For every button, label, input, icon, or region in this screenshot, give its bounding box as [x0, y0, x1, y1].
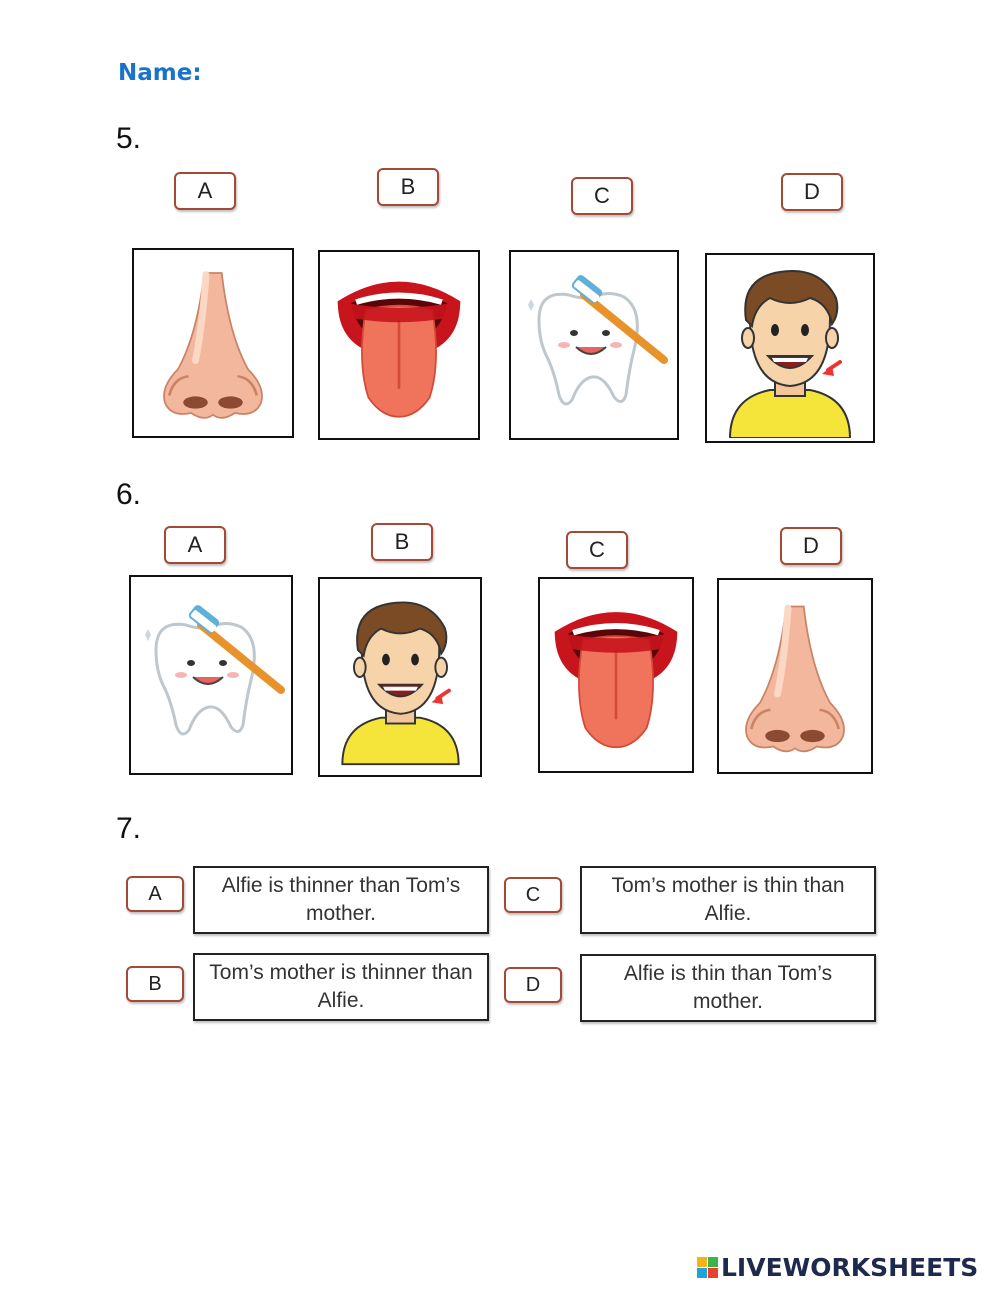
- q6-option-c-card[interactable]: [538, 577, 694, 773]
- question-6-number: 6.: [116, 478, 142, 511]
- logo-mark-icon: [697, 1257, 718, 1278]
- q7-option-b-text[interactable]: Tom’s mother is thinner than Alfie.: [193, 953, 489, 1021]
- q7-option-a-text[interactable]: Alfie is thinner than Tom’s mother.: [193, 866, 489, 934]
- q5-option-a-card[interactable]: [132, 248, 294, 438]
- q6-option-a-label[interactable]: A: [164, 526, 226, 564]
- nose-icon: [725, 594, 865, 759]
- q5-option-a-label[interactable]: A: [174, 172, 236, 210]
- liveworksheets-logo: [697, 1253, 978, 1282]
- q6-option-d-label[interactable]: D: [780, 527, 842, 565]
- q7-option-c-label[interactable]: C: [504, 877, 562, 913]
- boy-icon: [323, 587, 478, 767]
- q5-option-b-label[interactable]: B: [377, 168, 439, 206]
- q7-option-a-label[interactable]: A: [126, 876, 184, 912]
- q7-option-d-label[interactable]: D: [504, 967, 562, 1003]
- tongue-icon: [329, 265, 469, 425]
- q7-option-b-label[interactable]: B: [126, 966, 184, 1002]
- tooth-icon: [131, 605, 291, 745]
- q5-option-c-label[interactable]: C: [571, 177, 633, 215]
- q5-option-d-label[interactable]: D: [781, 173, 843, 211]
- tongue-icon: [546, 593, 686, 758]
- q6-option-c-label[interactable]: C: [566, 531, 628, 569]
- question-5-number: 5.: [116, 122, 142, 155]
- q6-option-b-card[interactable]: [318, 577, 482, 777]
- nose-icon: [143, 263, 283, 423]
- q6-option-b-label[interactable]: B: [371, 523, 433, 561]
- brand-name: LIVEWORKSHEETS: [721, 1253, 979, 1282]
- name-label: Name:: [118, 60, 202, 86]
- q5-option-c-card[interactable]: [509, 250, 679, 440]
- q5-option-b-card[interactable]: [318, 250, 480, 440]
- q5-option-d-card[interactable]: [705, 253, 875, 443]
- question-7-number: 7.: [116, 812, 142, 845]
- q6-option-d-card[interactable]: [717, 578, 873, 774]
- tooth-icon: [514, 275, 674, 415]
- q6-option-a-card[interactable]: [129, 575, 293, 775]
- q7-option-d-text[interactable]: Alfie is thin than Tom’s mother.: [580, 954, 876, 1022]
- boy-icon: [710, 258, 870, 438]
- q7-option-c-text[interactable]: Tom’s mother is thin than Alfie.: [580, 866, 876, 934]
